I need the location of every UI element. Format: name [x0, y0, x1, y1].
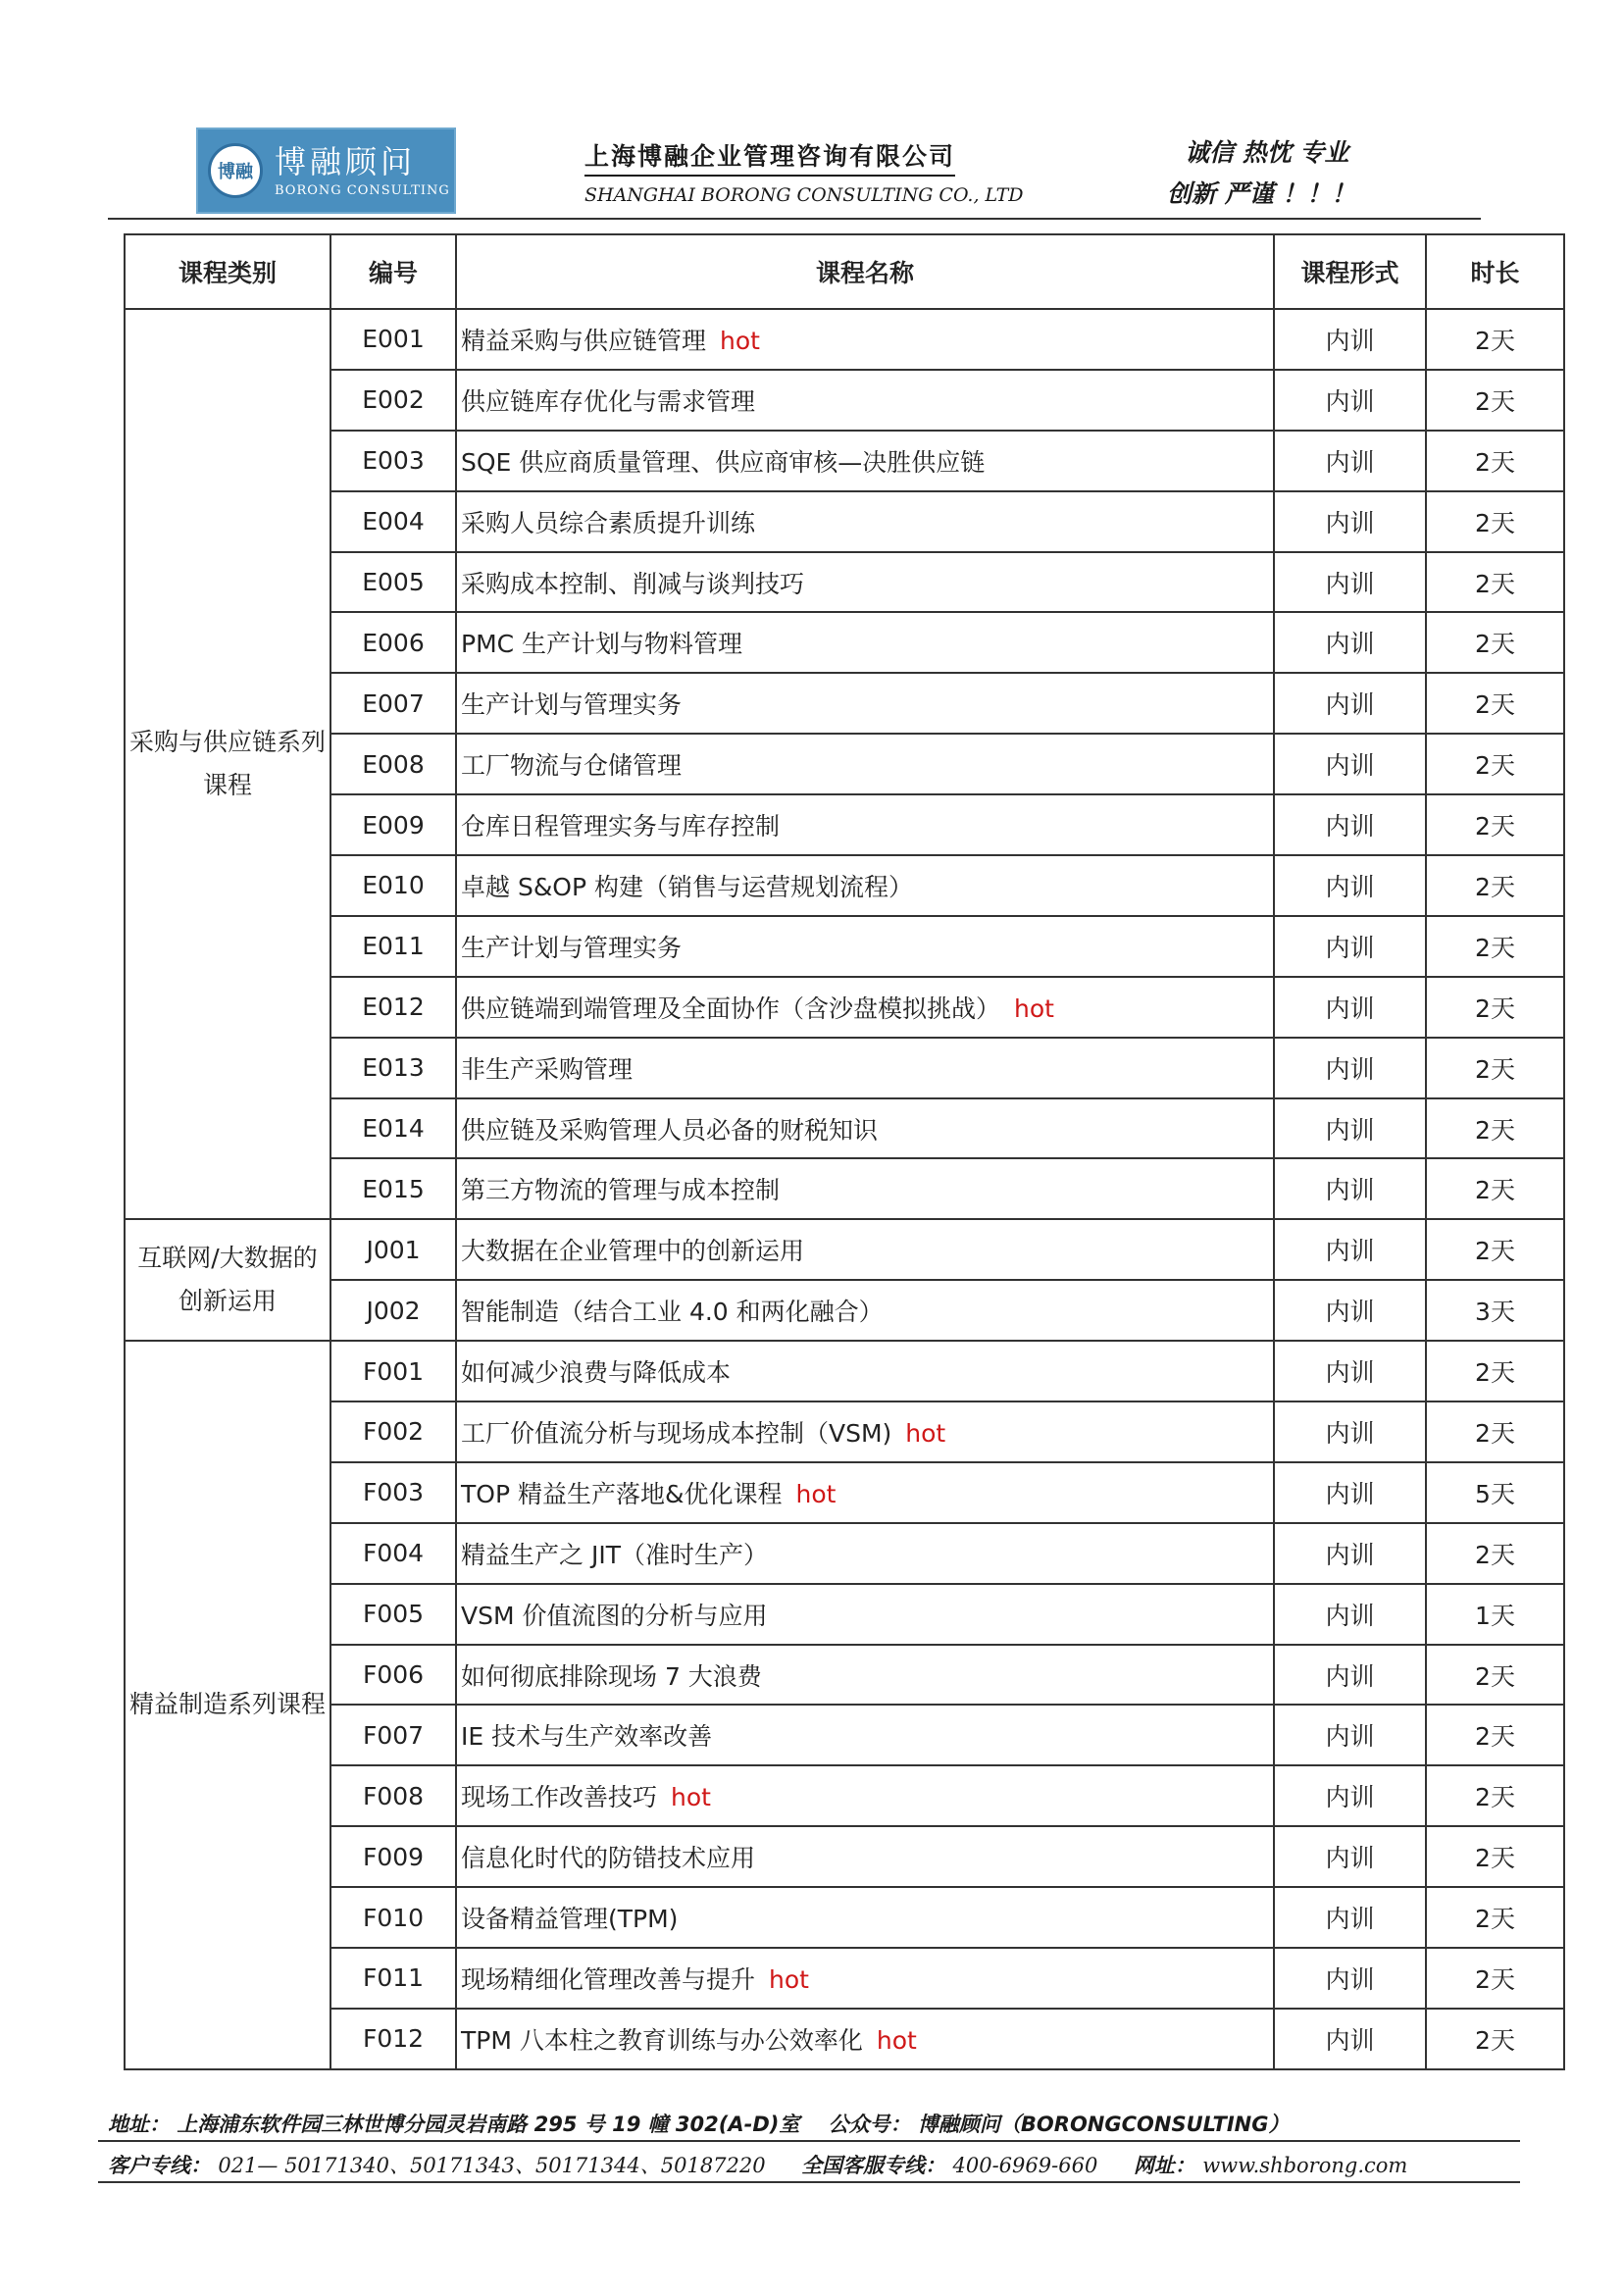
course-format: 内训 [1274, 855, 1426, 916]
course-name-cell [456, 1280, 1274, 1341]
course-duration: 2天 [1426, 552, 1564, 613]
course-format: 内训 [1274, 1098, 1426, 1159]
course-name: 工厂价值流分析与现场成本控制（VSM) [461, 1418, 892, 1448]
course-name-cell [456, 1705, 1274, 1765]
course-code: E012 [330, 977, 456, 1038]
company-name-block [584, 137, 1045, 206]
course-name-cell [456, 1826, 1274, 1887]
course-name: 现场精细化管理改善与提升 [461, 1964, 756, 1994]
hot-badge: hot [1014, 994, 1054, 1023]
header-format: 课程形式 [1274, 234, 1426, 309]
course-duration: 2天 [1426, 1038, 1564, 1098]
course-format: 内训 [1274, 1158, 1426, 1219]
course-name-cell [456, 977, 1274, 1038]
course-table [124, 233, 1565, 2070]
course-name-cell [456, 1645, 1274, 1706]
website-label: 网址： [1133, 2154, 1195, 2177]
course-duration: 2天 [1426, 1645, 1564, 1706]
course-format: 内训 [1274, 2009, 1426, 2069]
course-format: 内训 [1274, 1038, 1426, 1098]
company-name-cn: 上海博融企业管理咨询有限公司 [584, 137, 955, 177]
course-duration: 2天 [1426, 1158, 1564, 1219]
course-code: E009 [330, 794, 456, 855]
phone-label: 客户专线： [108, 2154, 211, 2177]
course-code: E006 [330, 612, 456, 673]
course-name: SQE 供应商质量管理、供应商审核—决胜供应链 [461, 447, 986, 477]
course-duration: 2天 [1426, 309, 1564, 370]
course-code: F009 [330, 1826, 456, 1887]
wechat-value: 博融顾问（BORONGCONSULTING） [917, 2113, 1290, 2136]
table-row [125, 1462, 1564, 1523]
course-code: E005 [330, 552, 456, 613]
footer-divider-1 [98, 2140, 1520, 2142]
address-value: 上海浦东软件园三林世博分园灵岩南路 295 号 19 幢 302(A-D)室 [177, 2113, 800, 2136]
hot-badge: hot [876, 2025, 917, 2055]
course-name: 精益生产之 JIT（准时生产） [461, 1540, 768, 1569]
course-format: 内训 [1274, 370, 1426, 431]
course-name-cell [456, 2009, 1274, 2069]
company-logo [196, 127, 456, 214]
course-name-cell [456, 1584, 1274, 1645]
course-name: IE 技术与生产效率改善 [461, 1722, 713, 1752]
course-code: F001 [330, 1341, 456, 1401]
hot-badge: hot [671, 1783, 711, 1812]
course-code: E013 [330, 1038, 456, 1098]
course-format: 内训 [1274, 1826, 1426, 1887]
course-format: 内训 [1274, 491, 1426, 552]
course-duration: 2天 [1426, 673, 1564, 734]
course-name-cell [456, 1765, 1274, 1826]
course-name: PMC 生产计划与物料管理 [461, 630, 743, 659]
course-format: 内训 [1274, 552, 1426, 613]
header-divider [108, 218, 1481, 220]
website-link[interactable]: www.shborong.com [1202, 2154, 1408, 2177]
table-row [125, 1280, 1564, 1341]
table-row [125, 1341, 1564, 1401]
course-format: 内训 [1274, 794, 1426, 855]
hot-badge: hot [795, 1479, 837, 1508]
course-code: E003 [330, 431, 456, 491]
table-row [125, 612, 1564, 673]
course-duration: 2天 [1426, 1765, 1564, 1826]
table-row [125, 1645, 1564, 1706]
course-name-cell [456, 1038, 1274, 1098]
course-code: E010 [330, 855, 456, 916]
logo-chinese-name: 博融顾问 [275, 142, 417, 180]
course-format: 内训 [1274, 1280, 1426, 1341]
course-code: F011 [330, 1948, 456, 2009]
course-name-cell [456, 1158, 1274, 1219]
course-code: F004 [330, 1523, 456, 1584]
course-name: 第三方物流的管理与成本控制 [461, 1176, 781, 1205]
logo-seal-icon: 博融 [208, 143, 263, 198]
course-name-cell [456, 370, 1274, 431]
table-row [125, 855, 1564, 916]
course-name: TPM 八本柱之教育训练与办公效率化 [461, 2025, 863, 2055]
table-row [125, 1158, 1564, 1219]
course-name: VSM 价值流图的分析与应用 [461, 1601, 768, 1630]
course-duration: 2天 [1426, 1341, 1564, 1401]
course-format: 内训 [1274, 734, 1426, 794]
table-row [125, 370, 1564, 431]
course-name-cell [456, 309, 1274, 370]
table-row [125, 1523, 1564, 1584]
course-code: F003 [330, 1462, 456, 1523]
header-course-name: 课程名称 [456, 234, 1274, 309]
course-format: 内训 [1274, 1584, 1426, 1645]
course-name-cell [456, 612, 1274, 673]
category-cell: 采购与供应链系列课程 [125, 309, 330, 1219]
course-name: 仓库日程管理实务与库存控制 [461, 812, 781, 841]
course-duration: 2天 [1426, 1705, 1564, 1765]
course-duration: 2天 [1426, 370, 1564, 431]
logo-english-name: BORONG CONSULTING [275, 182, 450, 198]
course-name: 信息化时代的防错技术应用 [461, 1844, 756, 1873]
course-format: 内训 [1274, 612, 1426, 673]
table-row [125, 734, 1564, 794]
course-duration: 2天 [1426, 734, 1564, 794]
course-format: 内训 [1274, 309, 1426, 370]
course-name-cell [456, 1887, 1274, 1948]
course-code: E001 [330, 309, 456, 370]
course-duration: 2天 [1426, 1826, 1564, 1887]
course-format: 内训 [1274, 1765, 1426, 1826]
course-duration: 2天 [1426, 1948, 1564, 2009]
course-name-cell [456, 1341, 1274, 1401]
course-code: E008 [330, 734, 456, 794]
table-row [125, 552, 1564, 613]
course-code: E007 [330, 673, 456, 734]
course-duration: 2天 [1426, 794, 1564, 855]
table-row [125, 1887, 1564, 1948]
course-name-cell [456, 734, 1274, 794]
course-name: 智能制造（结合工业 4.0 和两化融合） [461, 1298, 884, 1327]
course-name-cell [456, 1219, 1274, 1280]
course-format: 内训 [1274, 977, 1426, 1038]
wechat-label: 公众号： [828, 2113, 911, 2136]
category-cell: 互联网/大数据的创新运用 [125, 1219, 330, 1341]
course-code: F005 [330, 1584, 456, 1645]
course-name: 卓越 S&OP 构建（销售与运营规划流程） [461, 872, 914, 901]
course-name-cell [456, 1462, 1274, 1523]
course-duration: 2天 [1426, 491, 1564, 552]
course-format: 内训 [1274, 1401, 1426, 1462]
course-duration: 2天 [1426, 1098, 1564, 1159]
footer-contact-line [108, 2150, 1520, 2179]
course-code: E011 [330, 916, 456, 977]
course-code: F002 [330, 1401, 456, 1462]
hot-badge: hot [905, 1418, 946, 1448]
course-duration: 2天 [1426, 916, 1564, 977]
phone-value: 021— 50171340、50171343、50171344、50187220 [218, 2154, 766, 2177]
course-name: 采购人员综合素质提升训练 [461, 508, 756, 537]
course-name: 非生产采购管理 [461, 1054, 634, 1084]
course-duration: 2天 [1426, 2009, 1564, 2069]
table-row [125, 1584, 1564, 1645]
table-row [125, 1705, 1564, 1765]
course-name: 现场工作改善技巧 [461, 1783, 658, 1812]
course-format: 内训 [1274, 1705, 1426, 1765]
table-row [125, 1098, 1564, 1159]
course-name: 供应链端到端管理及全面协作（含沙盘模拟挑战） [461, 994, 1001, 1023]
course-format: 内训 [1274, 1887, 1426, 1948]
course-name-cell [456, 855, 1274, 916]
course-name-cell [456, 552, 1274, 613]
company-name-en: SHANGHAI BORONG CONSULTING CO., LTD [584, 184, 1024, 206]
course-name: TOP 精益生产落地&优化课程 [461, 1479, 783, 1508]
course-duration: 2天 [1426, 977, 1564, 1038]
course-format: 内训 [1274, 1645, 1426, 1706]
hot-badge: hot [720, 326, 760, 355]
course-code: E014 [330, 1098, 456, 1159]
course-name: 供应链库存优化与需求管理 [461, 386, 756, 416]
course-name: 工厂物流与仓储管理 [461, 751, 683, 781]
course-name: 供应链及采购管理人员必备的财税知识 [461, 1115, 879, 1145]
course-code: F006 [330, 1645, 456, 1706]
course-format: 内训 [1274, 1219, 1426, 1280]
course-name-cell [456, 1401, 1274, 1462]
course-duration: 2天 [1426, 1523, 1564, 1584]
course-name: 大数据在企业管理中的创新运用 [461, 1237, 805, 1266]
course-code: J001 [330, 1219, 456, 1280]
header-duration: 时长 [1426, 234, 1564, 309]
course-name-cell [456, 1098, 1274, 1159]
course-name: 生产计划与管理实务 [461, 933, 683, 962]
table-row [125, 1038, 1564, 1098]
course-code: E015 [330, 1158, 456, 1219]
course-name: 精益采购与供应链管理 [461, 326, 707, 355]
table-row [125, 916, 1564, 977]
course-format: 内训 [1274, 1523, 1426, 1584]
course-duration: 2天 [1426, 1219, 1564, 1280]
course-name-cell [456, 491, 1274, 552]
course-code: F008 [330, 1765, 456, 1826]
course-duration: 2天 [1426, 1887, 1564, 1948]
course-code: E002 [330, 370, 456, 431]
header-category: 课程类别 [125, 234, 330, 309]
slogan-line-2: 创新 严谨 ！！！ [1167, 179, 1356, 208]
table-row [125, 431, 1564, 491]
footer-address-line [108, 2109, 1520, 2138]
table-row [125, 1948, 1564, 2009]
course-name: 设备精益管理(TPM) [461, 1905, 679, 1934]
table-row [125, 491, 1564, 552]
header-code: 编号 [330, 234, 456, 309]
company-slogan [1167, 132, 1355, 215]
course-duration: 2天 [1426, 1401, 1564, 1462]
course-name: 生产计划与管理实务 [461, 690, 683, 720]
course-code: E004 [330, 491, 456, 552]
table-header-row [125, 234, 1564, 309]
table-row [125, 309, 1564, 370]
course-code: F010 [330, 1887, 456, 1948]
table-row [125, 794, 1564, 855]
course-format: 内训 [1274, 1341, 1426, 1401]
course-duration: 2天 [1426, 855, 1564, 916]
table-row [125, 1401, 1564, 1462]
table-row [125, 1219, 1564, 1280]
hotline-label: 全国客服专线： [801, 2154, 946, 2177]
course-name-cell [456, 431, 1274, 491]
course-duration: 2天 [1426, 612, 1564, 673]
course-name: 如何彻底排除现场 7 大浪费 [461, 1661, 762, 1691]
course-duration: 5天 [1426, 1462, 1564, 1523]
course-name-cell [456, 673, 1274, 734]
footer-divider-2 [98, 2181, 1520, 2183]
hotline-value: 400-6969-660 [952, 2154, 1098, 2177]
course-name: 如何减少浪费与降低成本 [461, 1358, 732, 1388]
course-duration: 3天 [1426, 1280, 1564, 1341]
course-format: 内训 [1274, 431, 1426, 491]
category-cell: 精益制造系列课程 [125, 1341, 330, 2069]
table-row [125, 1765, 1564, 1826]
slogan-line-1: 诚信 热忱 专业 [1185, 138, 1349, 167]
course-name-cell [456, 1523, 1274, 1584]
course-duration: 1天 [1426, 1584, 1564, 1645]
course-name: 采购成本控制、削减与谈判技巧 [461, 569, 805, 598]
course-format: 内训 [1274, 916, 1426, 977]
course-format: 内训 [1274, 673, 1426, 734]
table-row [125, 673, 1564, 734]
hot-badge: hot [769, 1964, 809, 1994]
course-format: 内训 [1274, 1948, 1426, 2009]
table-row [125, 1826, 1564, 1887]
course-format: 内训 [1274, 1462, 1426, 1523]
table-row [125, 2009, 1564, 2069]
course-code: F007 [330, 1705, 456, 1765]
course-name-cell [456, 1948, 1274, 2009]
course-code: F012 [330, 2009, 456, 2069]
course-name-cell [456, 916, 1274, 977]
table-row [125, 977, 1564, 1038]
course-code: J002 [330, 1280, 456, 1341]
course-name-cell [456, 794, 1274, 855]
address-label: 地址： [108, 2113, 170, 2136]
course-duration: 2天 [1426, 431, 1564, 491]
